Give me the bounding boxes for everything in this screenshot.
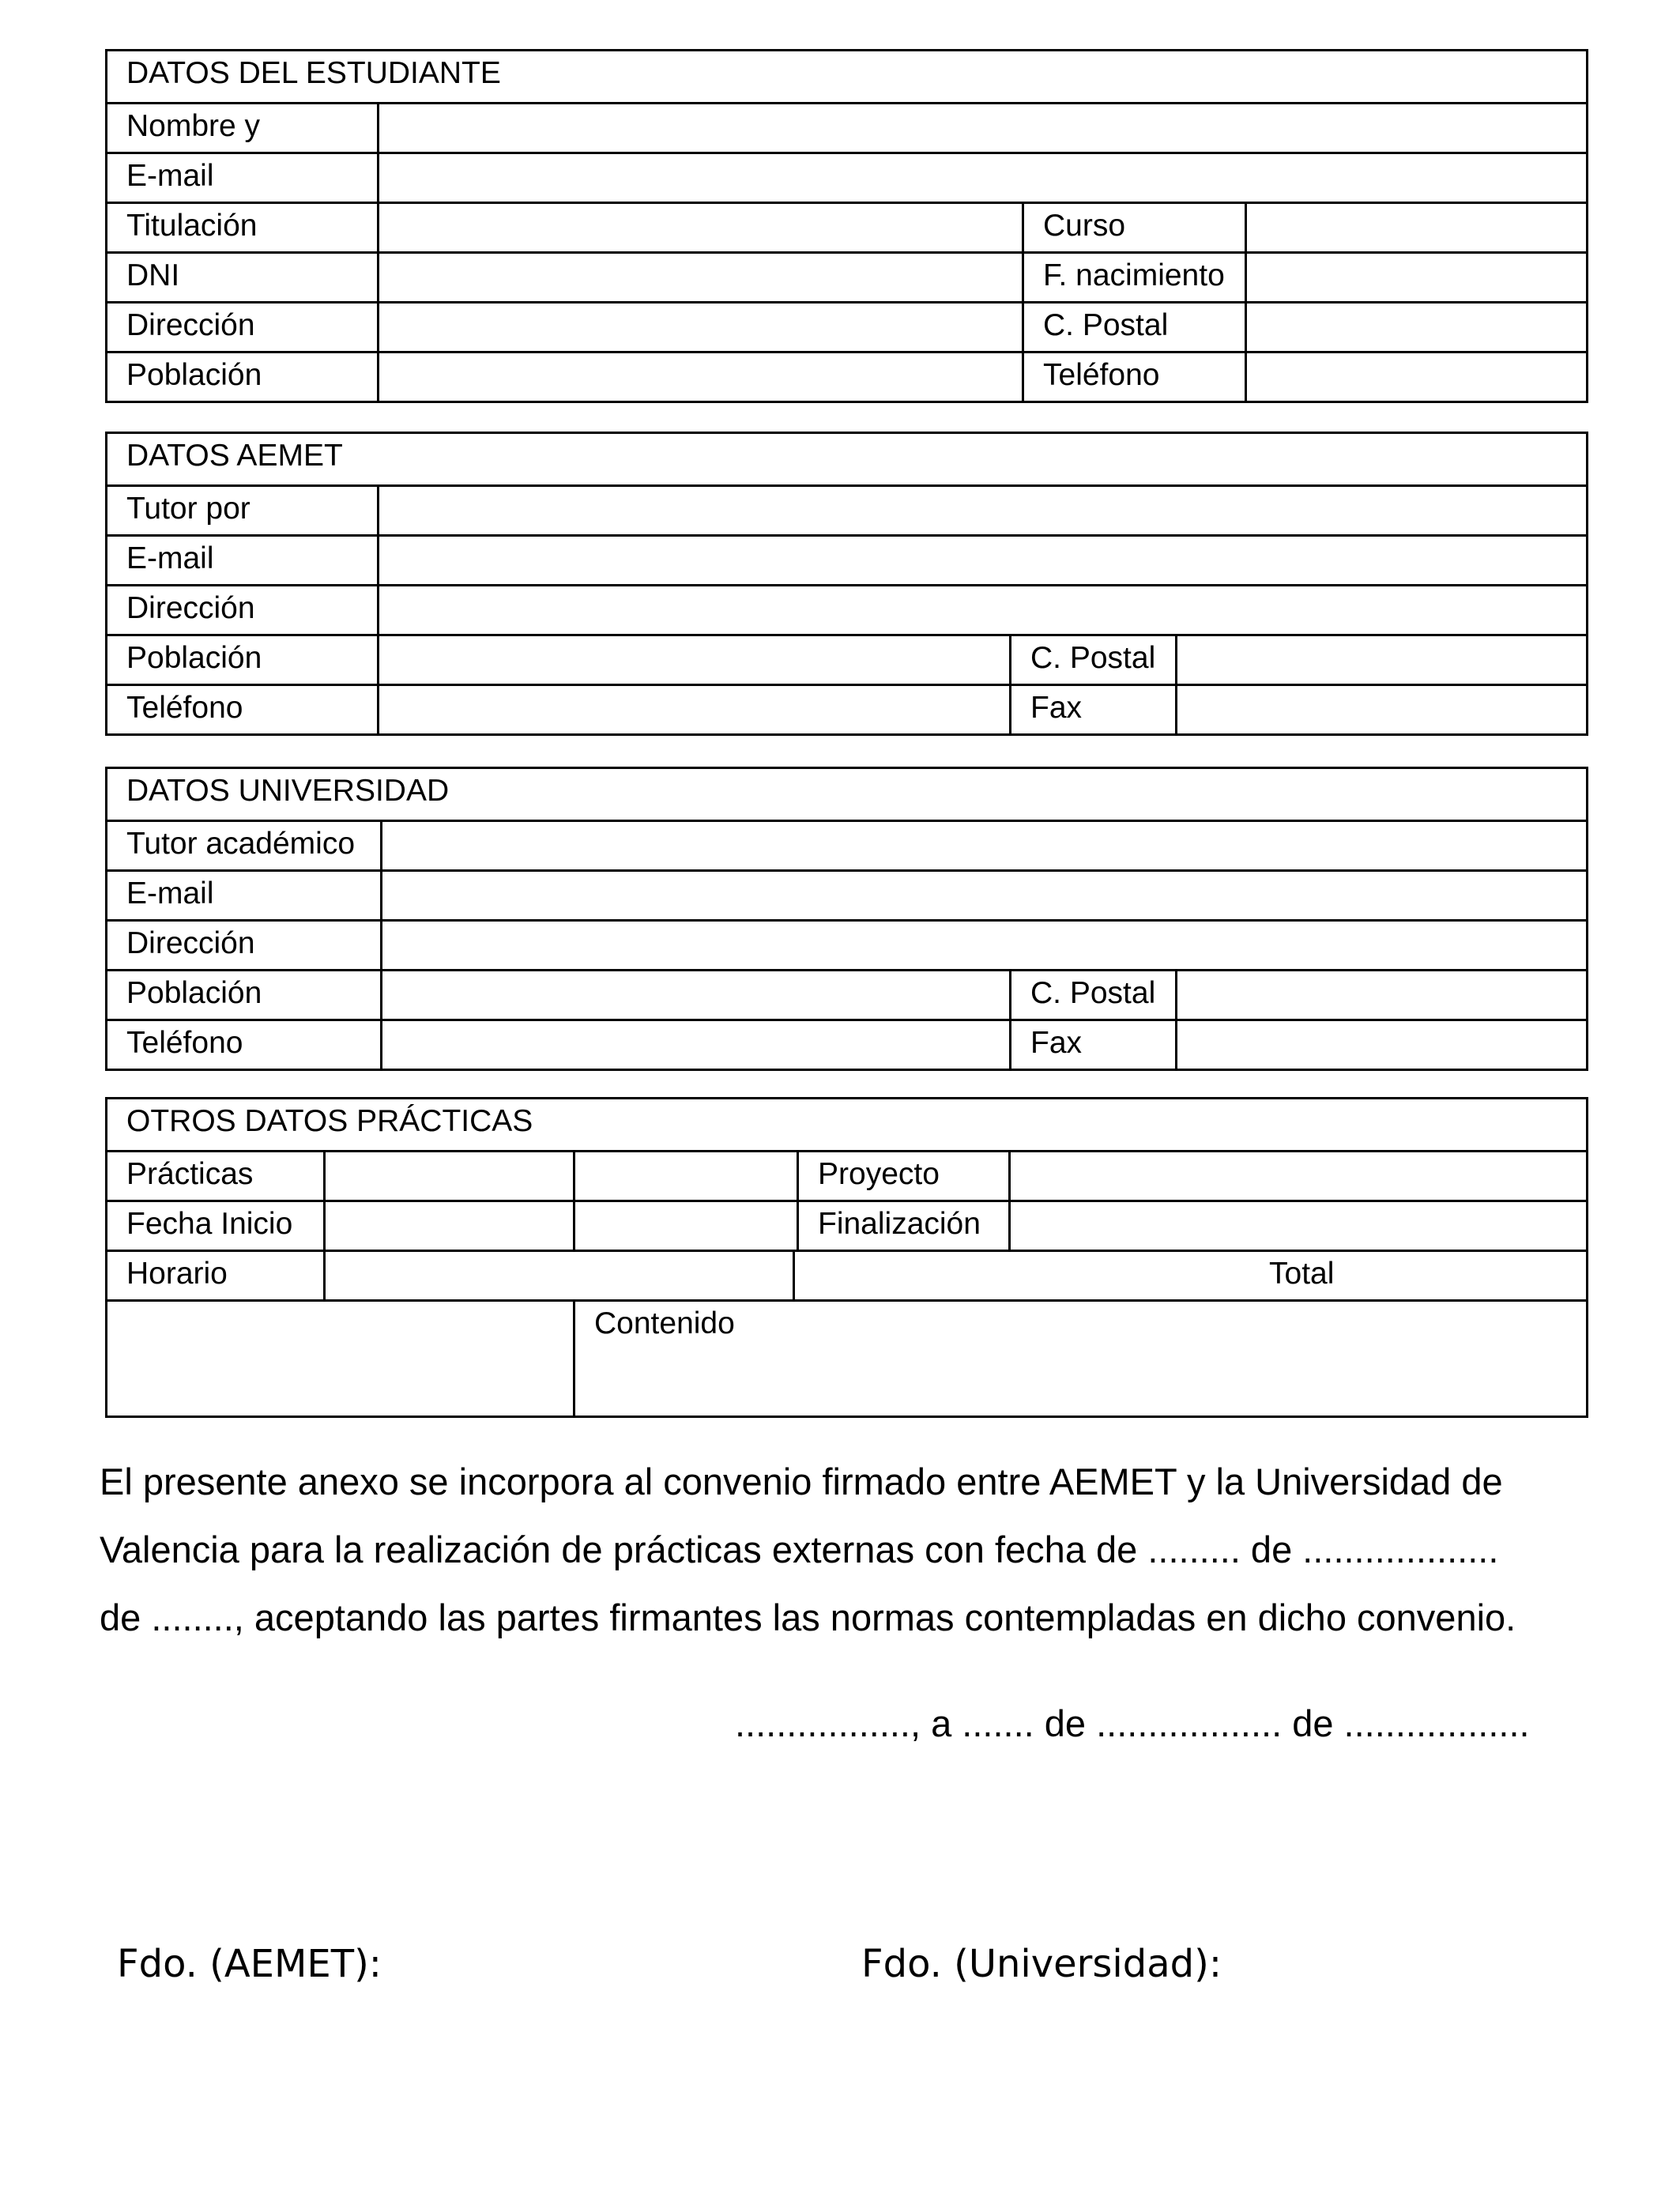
other-data-table bbox=[105, 1097, 1588, 1418]
signature-aemet: Fdo. (AEMET): bbox=[117, 1942, 382, 1986]
student-dni-label: DNI bbox=[107, 253, 379, 303]
aemet-header: DATOS AEMET bbox=[107, 433, 1588, 486]
end-date-label: Finalización bbox=[798, 1201, 1010, 1251]
date-line: ................., a ....... de .................. de .................. bbox=[735, 1702, 1530, 1744]
end-date-field[interactable] bbox=[1010, 1201, 1588, 1251]
content-field[interactable] bbox=[574, 1301, 1588, 1417]
university-email-field[interactable] bbox=[382, 871, 1588, 921]
aemet-email-label: E-mail bbox=[107, 536, 379, 586]
aemet-address-field[interactable] bbox=[379, 586, 1588, 635]
student-address-field[interactable] bbox=[379, 303, 1023, 352]
project-field[interactable] bbox=[1010, 1152, 1588, 1201]
aemet-town-field[interactable] bbox=[379, 635, 1011, 685]
student-town-label: Población bbox=[107, 352, 379, 402]
aemet-phone-field[interactable] bbox=[379, 685, 1011, 735]
practices-field-1[interactable] bbox=[325, 1152, 574, 1201]
student-phone-field[interactable] bbox=[1246, 352, 1588, 402]
agreement-line-3: de ........, aceptando las partes firmantes las normas contempladas en dicho convenio. bbox=[100, 1596, 1516, 1638]
student-course-label: Curso bbox=[1023, 203, 1246, 253]
signature-university: Fdo. (Universidad): bbox=[861, 1942, 1222, 1986]
start-date-label: Fecha Inicio bbox=[107, 1201, 325, 1251]
aemet-postal-label: C. Postal bbox=[1011, 635, 1177, 685]
aemet-tutor-field[interactable] bbox=[379, 486, 1588, 536]
university-phone-field[interactable] bbox=[382, 1020, 1011, 1070]
university-postal-field[interactable] bbox=[1177, 971, 1588, 1020]
university-town-label: Población bbox=[107, 971, 382, 1020]
student-degree-field[interactable] bbox=[379, 203, 1023, 253]
student-postal-field[interactable] bbox=[1246, 303, 1588, 352]
schedule-field-2[interactable] bbox=[794, 1251, 1588, 1301]
student-town-field[interactable] bbox=[379, 352, 1023, 402]
university-fax-label: Fax bbox=[1011, 1020, 1177, 1070]
student-postal-label: C. Postal bbox=[1023, 303, 1246, 352]
content-label: Contenido bbox=[594, 1306, 735, 1340]
university-town-field[interactable] bbox=[382, 971, 1011, 1020]
schedule-label: Horario bbox=[107, 1251, 325, 1301]
university-postal-label: C. Postal bbox=[1011, 971, 1177, 1020]
student-address-label: Dirección bbox=[107, 303, 379, 352]
university-address-field[interactable] bbox=[382, 921, 1588, 971]
aemet-phone-label: Teléfono bbox=[107, 685, 379, 735]
aemet-data-table bbox=[105, 432, 1588, 736]
content-blank-cell[interactable] bbox=[107, 1301, 574, 1417]
practices-label: Prácticas bbox=[107, 1152, 325, 1201]
university-tutor-label: Tutor académico bbox=[107, 821, 382, 871]
university-header: DATOS UNIVERSIDAD bbox=[107, 768, 1588, 821]
agreement-paragraph bbox=[100, 1448, 1617, 1652]
aemet-address-label: Dirección bbox=[107, 586, 379, 635]
aemet-email-field[interactable] bbox=[379, 536, 1588, 586]
aemet-fax-field[interactable] bbox=[1177, 685, 1588, 735]
university-address-label: Dirección bbox=[107, 921, 382, 971]
aemet-fax-label: Fax bbox=[1011, 685, 1177, 735]
aemet-postal-field[interactable] bbox=[1177, 635, 1588, 685]
other-header: OTROS DATOS PRÁCTICAS bbox=[107, 1099, 1588, 1152]
student-course-field[interactable] bbox=[1246, 203, 1588, 253]
student-dni-field[interactable] bbox=[379, 253, 1023, 303]
university-fax-field[interactable] bbox=[1177, 1020, 1588, 1070]
agreement-line-1: El presente anexo se incorpora al convenio firmado entre AEMET y la Universidad de bbox=[100, 1461, 1503, 1502]
student-email-field[interactable] bbox=[379, 153, 1588, 203]
university-data-table bbox=[105, 767, 1588, 1071]
student-email-label: E-mail bbox=[107, 153, 379, 203]
schedule-field-1[interactable] bbox=[325, 1251, 794, 1301]
student-name-field[interactable] bbox=[379, 104, 1588, 153]
practices-field-2[interactable] bbox=[574, 1152, 798, 1201]
student-degree-label: Titulación bbox=[107, 203, 379, 253]
project-label: Proyecto bbox=[798, 1152, 1010, 1201]
student-birth-field[interactable] bbox=[1246, 253, 1588, 303]
student-birth-label: F. nacimiento bbox=[1023, 253, 1246, 303]
aemet-town-label: Población bbox=[107, 635, 379, 685]
university-phone-label: Teléfono bbox=[107, 1020, 382, 1070]
student-data-table bbox=[105, 49, 1588, 403]
university-email-label: E-mail bbox=[107, 871, 382, 921]
student-name-label: Nombre y bbox=[107, 104, 379, 153]
student-phone-label: Teléfono bbox=[1023, 352, 1246, 402]
university-tutor-field[interactable] bbox=[382, 821, 1588, 871]
total-label: Total bbox=[1269, 1257, 1335, 1291]
agreement-line-2: Valencia para la realización de prácticas externas con fecha de ......... de ................... bbox=[100, 1529, 1499, 1570]
aemet-tutor-label: Tutor por bbox=[107, 486, 379, 536]
start-date-field-2[interactable] bbox=[574, 1201, 798, 1251]
student-header: DATOS DEL ESTUDIANTE bbox=[107, 51, 1588, 104]
start-date-field-1[interactable] bbox=[325, 1201, 574, 1251]
